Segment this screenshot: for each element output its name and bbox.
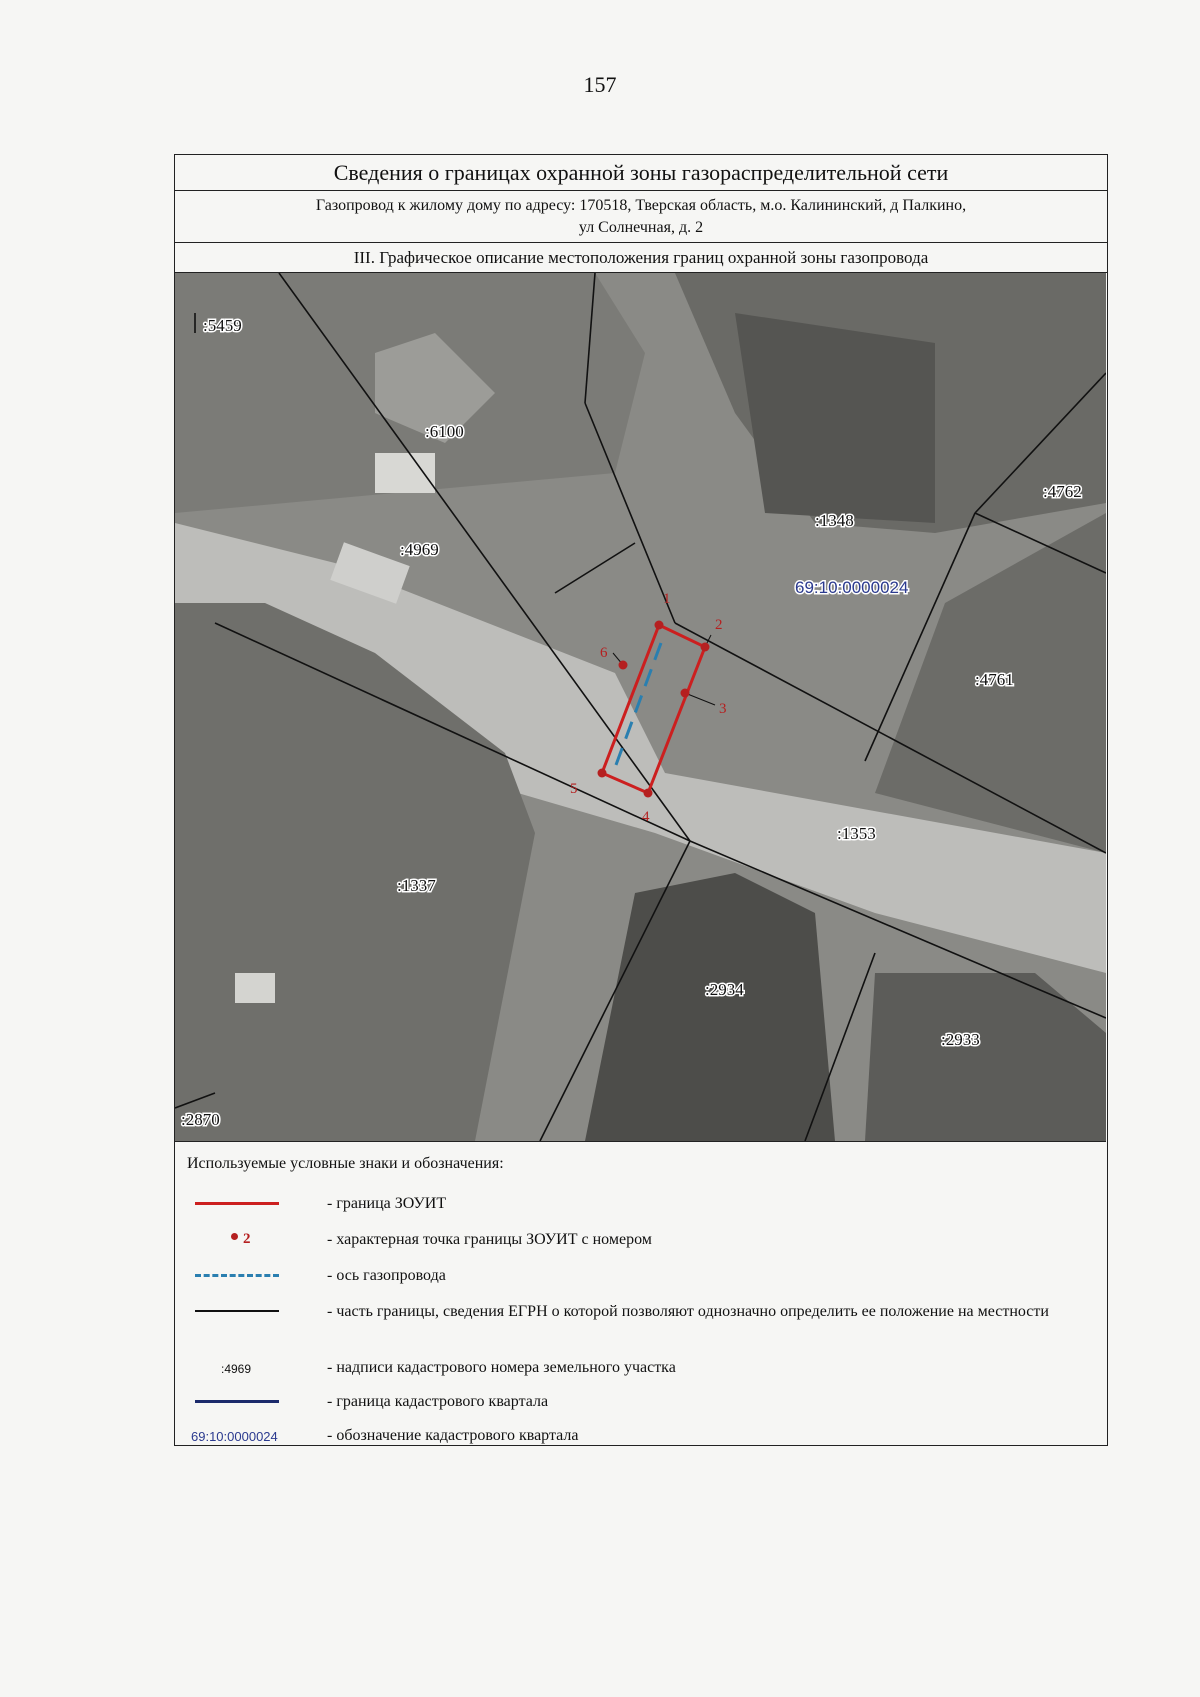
point-1-marker[interactable] <box>655 621 664 630</box>
red-point-icon <box>231 1233 238 1240</box>
parcel-label-1353: :1353 <box>837 824 876 843</box>
point-3-marker[interactable] <box>681 689 690 698</box>
legend-symbol <box>185 1297 285 1327</box>
map-canvas <box>175 273 1106 1141</box>
legend-row-zone-point <box>175 1225 1107 1255</box>
legend-symbol <box>185 1261 285 1291</box>
address-line-1: Газопровод к жилому дому по адресу: 170518, Тверская область, м.о. Калининский, д Палкино, <box>315 197 967 214</box>
point-label: 6 <box>600 645 608 661</box>
point-label: 5 <box>570 781 578 797</box>
point-6-marker[interactable] <box>619 661 628 670</box>
address-line-2: ул Солнечная, д. 2 <box>578 219 704 236</box>
legend-quarter-sample: 69:10:0000024 <box>191 1429 278 1444</box>
cadastral-quarter-label: 69:10:0000024 <box>795 578 909 597</box>
point-label: 2 <box>715 617 723 633</box>
parcel-label-2870: :2870 <box>181 1110 220 1129</box>
legend-text: - надписи кадастрового номера земельного участка <box>327 1359 676 1376</box>
point-label: 1 <box>663 591 671 607</box>
parcel-label-5459: :5459 <box>203 316 242 335</box>
point-5-marker[interactable] <box>598 769 607 778</box>
point-label: 4 <box>642 809 650 825</box>
legend-symbol <box>185 1387 285 1417</box>
legend-row-quarter-boundary <box>175 1387 1107 1417</box>
legend-text: - граница кадастрового квартала <box>327 1393 549 1410</box>
point-2-marker[interactable] <box>701 643 710 652</box>
dashed-blue-line-icon <box>195 1274 279 1277</box>
parcel-label-6100: :6100 <box>425 422 464 441</box>
parcel-label-4761: :4761 <box>975 670 1014 689</box>
legend-row-quarter-label <box>175 1421 1107 1451</box>
map-view[interactable] <box>175 273 1106 1142</box>
legend-text: - граница ЗОУИТ <box>327 1195 447 1212</box>
legend-row-parcel-boundary <box>175 1297 1107 1345</box>
object-address <box>175 191 1107 243</box>
house-roof-1348 <box>735 313 935 523</box>
aerial-patch-light <box>375 453 435 493</box>
map-sheet-frame <box>174 154 1108 1446</box>
sheet-title: Сведения о границах охранной зоны газораспределительной сети <box>175 155 1107 191</box>
legend-symbol <box>185 1353 285 1383</box>
point-label: 3 <box>719 701 727 717</box>
page-number: 157 <box>583 72 617 97</box>
legend-text: - ось газопровода <box>327 1267 446 1284</box>
legend-text: - обозначение кадастрового квартала <box>327 1427 579 1444</box>
aerial-patch-light-2 <box>235 973 275 1003</box>
legend-point-sample: 2 <box>243 1231 251 1247</box>
navy-line-icon <box>195 1400 279 1403</box>
parcel-label-1337: :1337 <box>397 876 436 895</box>
point-4-marker[interactable] <box>644 789 653 798</box>
legend-row-axis <box>175 1261 1107 1291</box>
parcel-label-1348: :1348 <box>815 511 854 530</box>
legend-row-zone-boundary <box>175 1189 1107 1219</box>
red-line-icon <box>195 1202 279 1205</box>
legend-symbol <box>185 1421 285 1451</box>
legend-title: Используемые условные знаки и обозначения: <box>187 1155 504 1172</box>
parcel-label-2933: :2933 <box>941 1030 980 1049</box>
legend-symbol <box>185 1189 285 1219</box>
legend-symbol <box>185 1225 285 1255</box>
black-line-icon <box>195 1310 279 1312</box>
parcel-label-4969: :4969 <box>400 540 439 559</box>
legend-parcel-sample: :4969 <box>221 1362 252 1376</box>
legend-text: - характерная точка границы ЗОУИТ с номером <box>327 1231 652 1248</box>
legend-row-parcel-label <box>175 1353 1107 1383</box>
parcel-label-2934: :2934 <box>705 980 744 999</box>
parcel-label-4762: :4762 <box>1043 482 1082 501</box>
legend-text: - часть границы, сведения ЕГРН о которой позволяют однозначно определить ее положение на местности <box>327 1303 1049 1320</box>
section-title: III. Графическое описание местоположения границ охранной зоны газопровода <box>175 243 1107 273</box>
